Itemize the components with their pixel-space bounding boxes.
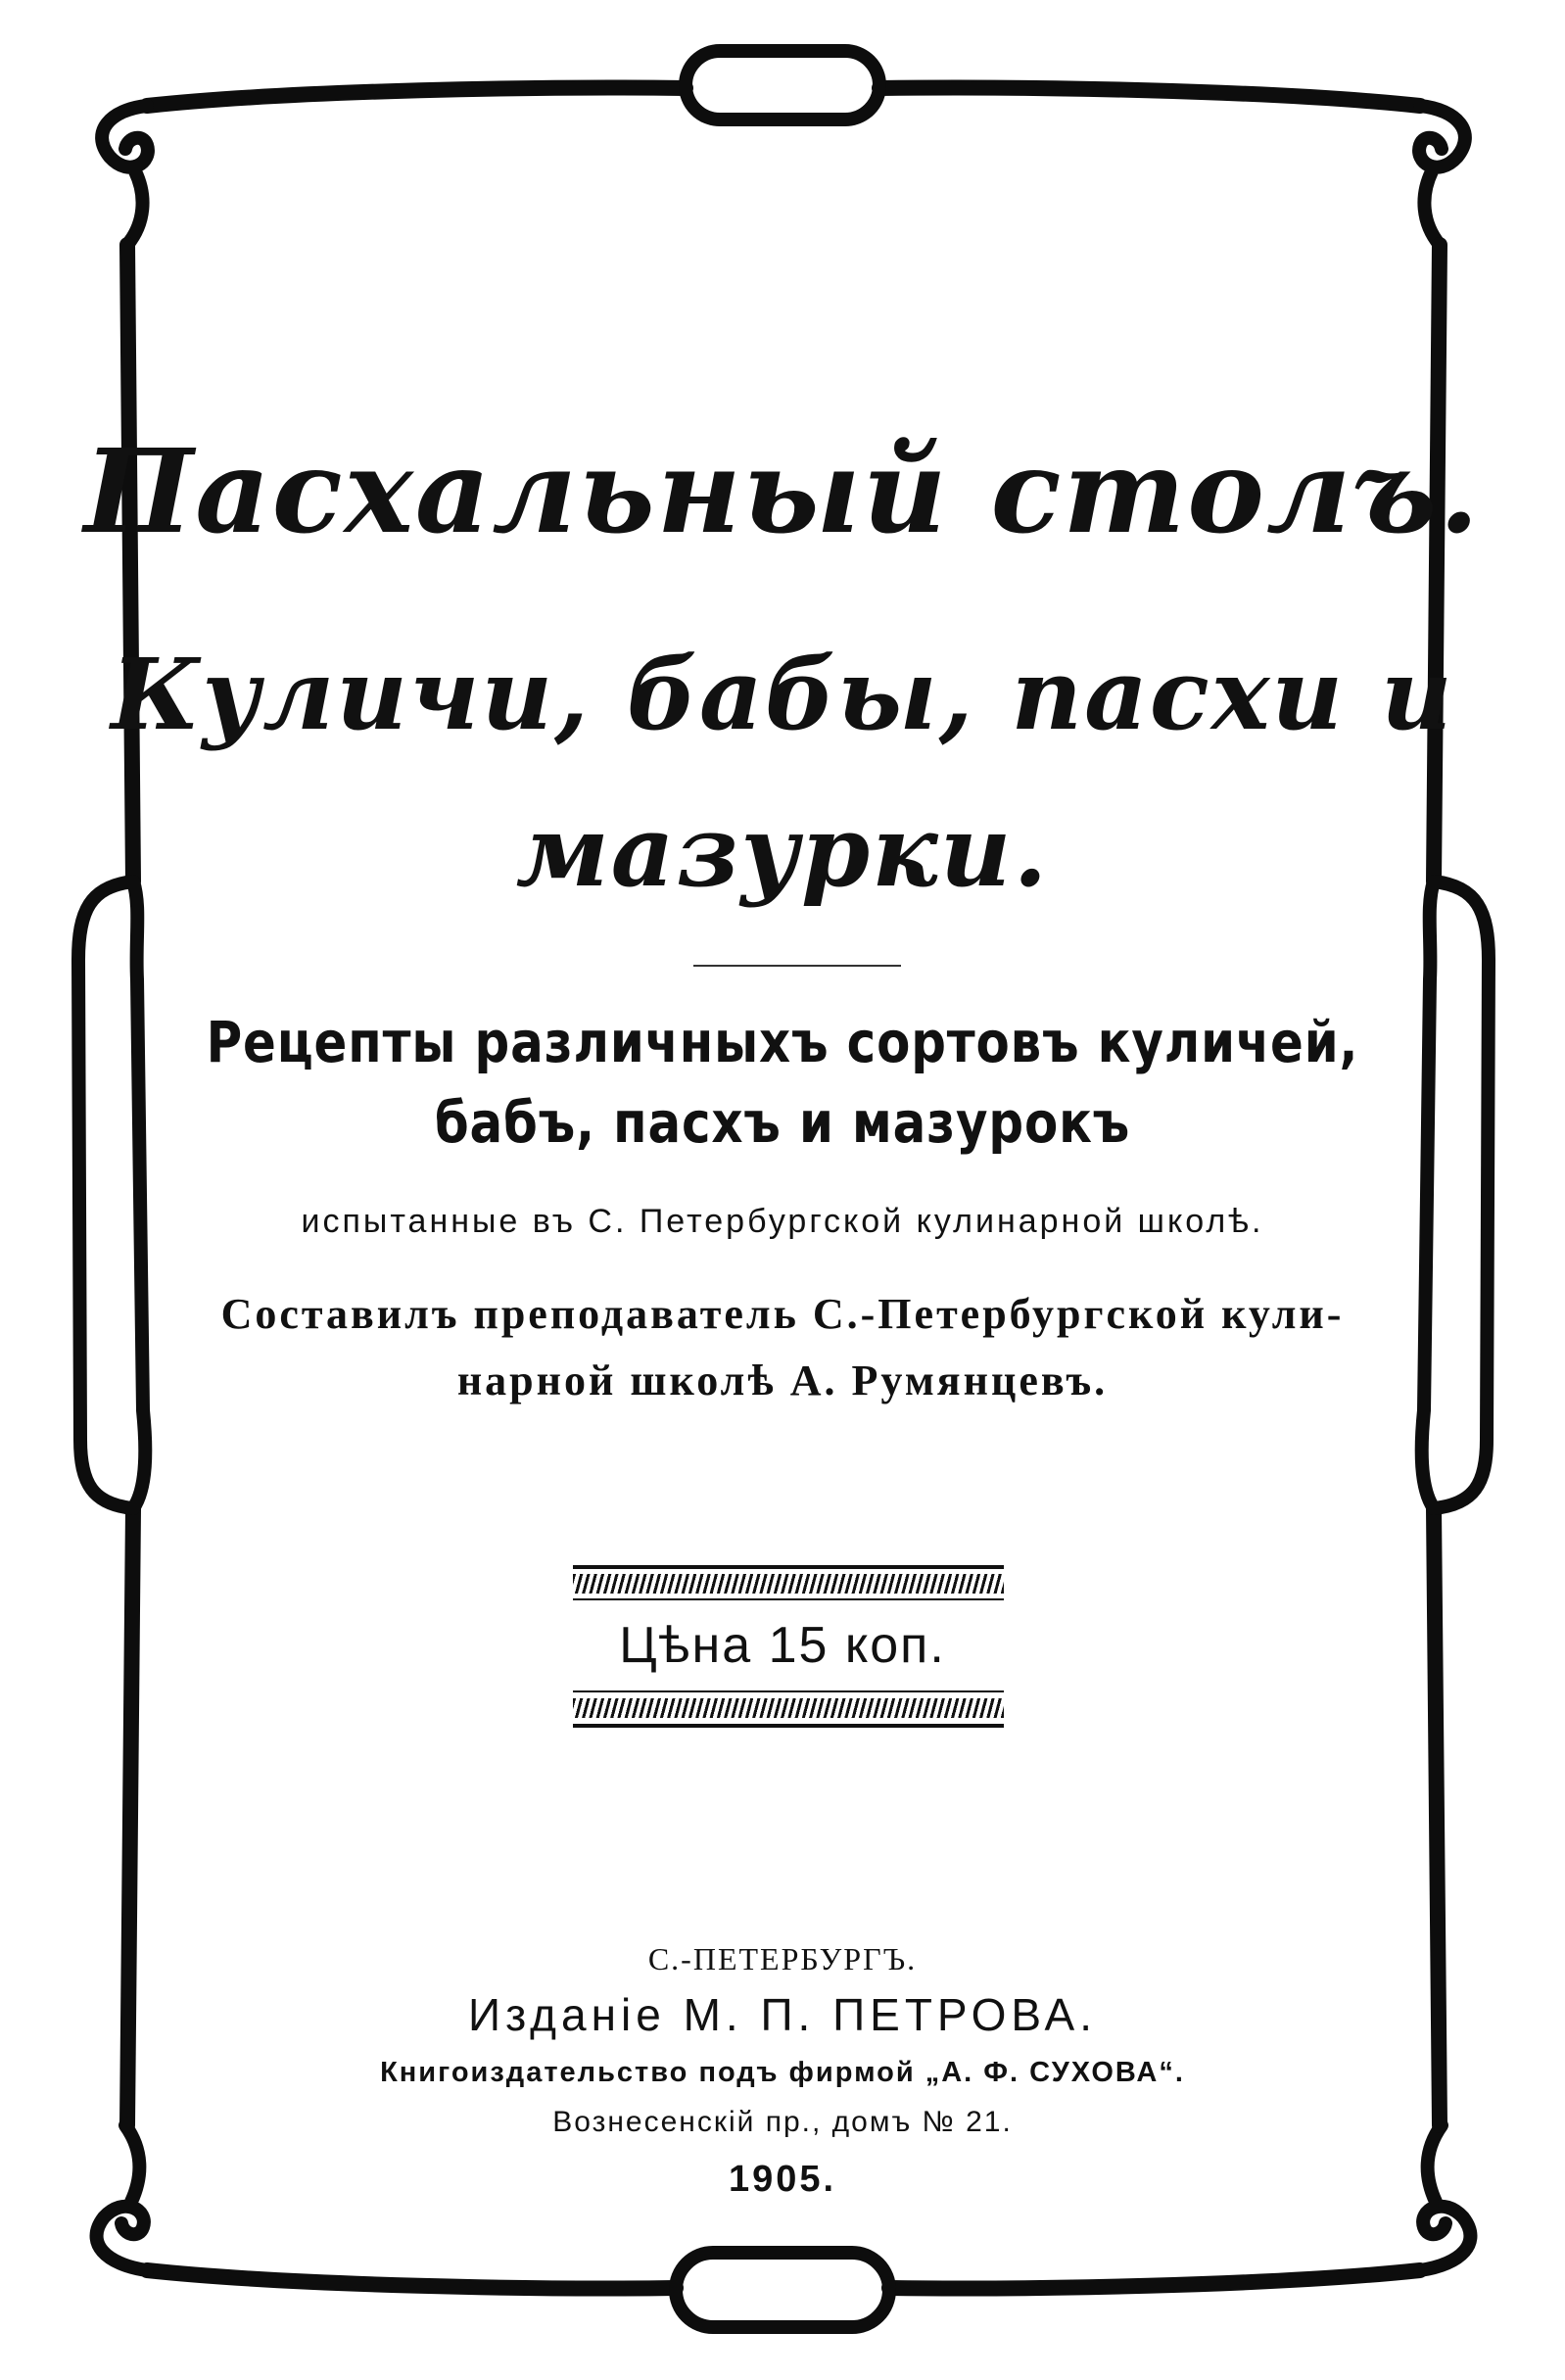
title-line-1: Пасхальный столъ. <box>83 423 1482 559</box>
title-line-3: мазурки. <box>515 793 1050 909</box>
imprint-edition: Изданіе М. П. ПЕТРОВА. <box>468 1989 1097 2040</box>
frame-top-rail <box>147 88 1420 106</box>
title-line-2: Куличи, бабы, пасхи и <box>111 637 1454 752</box>
author-line-2: нарной школѣ А. Румянцевъ. <box>456 1357 1109 1404</box>
price-bottom-ornament <box>573 1690 1004 1730</box>
frame-left-loop <box>78 881 145 1508</box>
imprint-publisher: Книгоиздательство подъ фирмой „А. Ф. СУХОВА“. <box>380 2057 1185 2088</box>
description-line-1: Рецепты различныхъ сортовъ куличей, <box>206 1009 1359 1075</box>
price-top-ornament <box>573 1565 1004 1604</box>
price-label: Цѣна 15 коп. <box>619 1617 946 1674</box>
frame-bottom-rail <box>147 2270 1420 2288</box>
frame-left-top-flourish <box>102 106 148 245</box>
separator-rule <box>693 965 901 967</box>
tested-note: испытанные въ С. Петербургской кулинарной школѣ. <box>301 1203 1264 1240</box>
frame-bottom-knob <box>676 2253 889 2327</box>
frame-right-top-flourish <box>1419 106 1465 245</box>
imprint-city: С.-ПЕТЕРБУРГЪ. <box>647 1941 918 1976</box>
frame-top-knob <box>686 51 879 119</box>
imprint-year: 1905. <box>728 2159 837 2200</box>
author-line-1: Составилъ преподаватель С.-Петербургской кули- <box>220 1290 1345 1338</box>
description-line-2: бабъ, пасхъ и мазурокъ <box>434 1089 1131 1156</box>
frame-right-loop <box>1422 881 1489 1508</box>
imprint-address: Вознесенскій пр., домъ № 21. <box>552 2106 1013 2138</box>
